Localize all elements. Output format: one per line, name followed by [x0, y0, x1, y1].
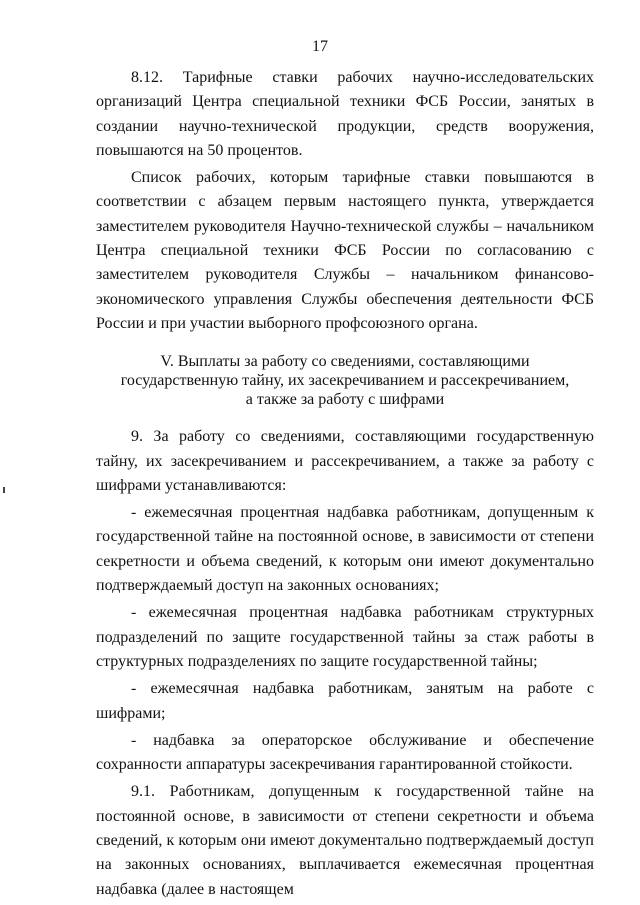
section-heading-line: V. Выплаты за работу со сведениями, составляющими: [160, 353, 530, 371]
document-body: [96, 66, 594, 905]
paragraph-8-12: 8.12. Тарифные ставки рабочих научно-исследовательских организаций Центра специальной техники ФСБ России, занятых в создании научно-технической продукции, средств вооружения, повышаются на 50 процентов.: [96, 69, 594, 159]
list-item: - ежемесячная надбавка работникам, занятым на работе с шифрами;: [96, 680, 594, 722]
section-heading: [96, 352, 594, 409]
list-item: - ежемесячная процентная надбавка работникам, допущенным к государственной тайне на постоянной основе, в зависимости от степени секретности и объема сведений, к которым они имеют документально подтверждаемый доступ на законных основаниях;: [96, 504, 594, 595]
section-heading-line: государственную тайну, их засекречиванием и рассекречиванием,: [120, 372, 570, 390]
list-item: - надбавка за операторское обслуживание и обеспечение сохранности аппаратуры засекречивания гарантированной стойкости.: [96, 731, 594, 774]
paragraph-9: 9. За работу со сведениями, составляющими государственную тайну, их засекречиванием и рассекречиванием, а также за работу с шифрами устанавливаются:: [96, 428, 594, 494]
list-item: - ежемесячная процентная надбавка работникам структурных подразделений по защите государственной тайны за стаж работы в структурных подразделениях по защите государственной тайны;: [96, 604, 594, 670]
scan-mark: [3, 487, 5, 493]
page-number: 17: [312, 38, 328, 55]
paragraph-9-1: 9.1. Работникам, допущенным к государственной тайне на постоянной основе, в зависимости от степени секретности и объема сведений, к которым они имеют документально подтверждаемый доступ на законных основаниях, выплачивается ежемесячная процентная надбавка (далее в настоящем: [96, 783, 594, 898]
section-heading-line: а также за работу с шифрами: [245, 391, 445, 409]
paragraph-list-approval: Список рабочих, которым тарифные ставки повышаются в соответствии с абзацем первым настоящего пункта, утверждается заместителем руководителя Научно-технической службы – начальником Центра специальной техники ФСБ России по согласованию с заместителем руководителя Службы – начальником финансово-экономического управления Службы обеспечения деятельности ФСБ России и при участии выборного профсоюзного органа.: [96, 169, 594, 332]
